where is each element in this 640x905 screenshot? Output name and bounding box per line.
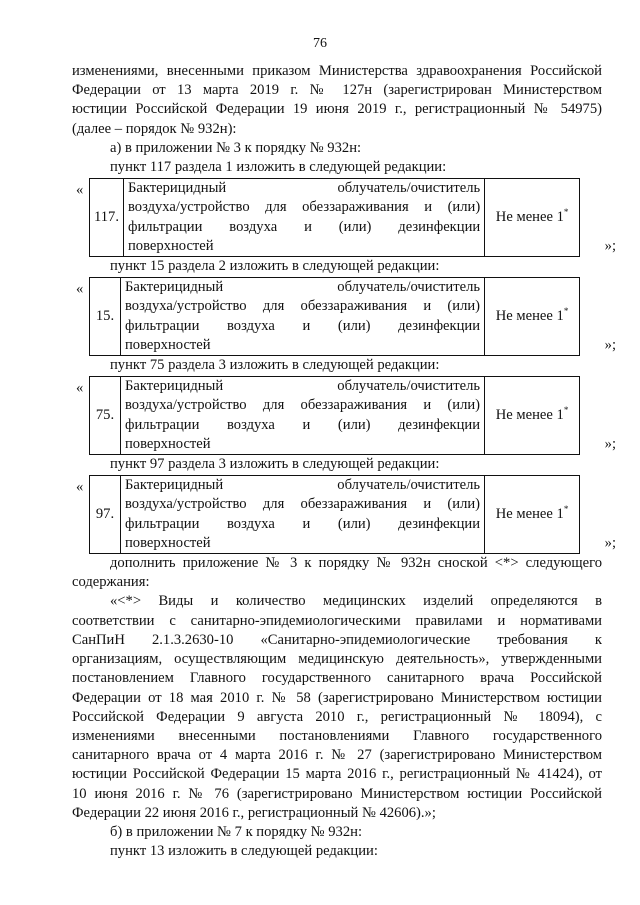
item-a: а) в приложении № 3 к порядку № 932н: xyxy=(110,139,362,156)
item-number: 15. xyxy=(90,278,121,356)
opening-quote: « xyxy=(76,479,84,496)
footnote-paragraph xyxy=(72,592,602,822)
footnote-line: санитарного врача от 4 марта 2016 г. № 27 (зарегистрировано Министерством xyxy=(72,747,602,764)
supplement-line: дополнить приложение № 3 к порядку № 932н сноской <*> следующего xyxy=(110,555,602,572)
closing-quote: »; xyxy=(604,435,616,452)
quantity-text: Не менее 1 xyxy=(495,308,564,325)
footnote-line: постановлением Главного государственного санитарного врача Российской xyxy=(72,670,602,687)
amendment-block xyxy=(72,257,616,356)
footnote-line: Российской Федерации 9 августа 2010 г., регистрационный № 18094), с xyxy=(72,708,602,725)
table-row xyxy=(90,476,580,554)
description-line: воздуха/устройство для обеззараживания и (или) xyxy=(128,199,481,216)
item-quantity xyxy=(485,476,580,554)
table-row xyxy=(90,278,580,356)
item-number: 75. xyxy=(90,377,121,455)
amendment-table-wrap xyxy=(72,475,616,554)
item-description xyxy=(120,278,484,356)
quantity-text: Не менее 1 xyxy=(495,506,564,523)
footnote-line: Федерации от 18 мая 2010 г. № 58 (зарегистрировано Министерством юстиции xyxy=(72,689,602,706)
supplement-line: содержания: xyxy=(72,574,150,591)
footnote-line: организациям, осуществляющим медицинскую деятельность», утвержденными xyxy=(72,651,602,668)
block-intro: пункт 15 раздела 2 изложить в следующей редакции: xyxy=(110,258,440,275)
amendment-table-wrap xyxy=(72,178,616,257)
amendment-block xyxy=(72,356,616,455)
intro-line: изменениями, внесенными приказом Министерства здравоохранения Российской xyxy=(72,63,602,79)
footnote-mark: * xyxy=(563,306,569,317)
amendment-table xyxy=(89,376,580,455)
item-quantity xyxy=(485,278,580,356)
table-row xyxy=(90,179,580,257)
description-line: воздуха/устройство для обеззараживания и (или) xyxy=(124,496,481,513)
description-line: поверхностей xyxy=(124,435,211,452)
item-quantity xyxy=(485,377,580,455)
document-body xyxy=(72,62,616,861)
amendment-block xyxy=(72,158,616,257)
amendment-block xyxy=(72,455,616,554)
quantity-text: Не менее 1 xyxy=(495,407,564,424)
intro-line: (далее – порядок № 932н): xyxy=(72,120,237,137)
description-line: Бактерицидный облучатель/очиститель xyxy=(124,477,481,494)
footnote-line: СанПиН 2.1.3.2630-10 «Санитарно-эпидемиологические требования к xyxy=(72,631,602,648)
final-line: пункт 13 изложить в следующей редакции: xyxy=(110,843,378,860)
footnote-line: юстиции Российской Федерации 15 марта 2016 г., регистрационный № 41424), от xyxy=(72,766,602,783)
description-line: поверхностей xyxy=(124,534,211,551)
description-line: Бактерицидный облучатель/очиститель xyxy=(124,279,481,296)
amendment-table xyxy=(89,475,580,554)
description-line: поверхностей xyxy=(124,336,211,353)
amendment-table-wrap xyxy=(72,277,616,356)
table-row xyxy=(90,377,580,455)
item-description xyxy=(120,476,484,554)
opening-quote: « xyxy=(76,380,84,397)
footnote-line: соответствии с санитарно-эпидемиологическими правилами и нормативами xyxy=(72,612,602,629)
opening-quote: « xyxy=(76,281,84,298)
description-line: Бактерицидный облучатель/очиститель xyxy=(124,378,481,395)
description-line: фильтрации воздуха и (или) дезинфекции xyxy=(124,416,481,433)
item-number: 117. xyxy=(90,179,124,257)
footnote-line: Федерации 22 июня 2016 г., регистрационный № 42606).»; xyxy=(72,804,436,821)
intro-paragraph xyxy=(72,62,602,139)
description-line: фильтрации воздуха и (или) дезинфекции xyxy=(128,218,481,235)
item-description xyxy=(124,179,485,257)
block-intro: пункт 75 раздела 3 изложить в следующей редакции: xyxy=(110,357,440,374)
description-line: поверхностей xyxy=(128,237,214,254)
item-quantity xyxy=(485,179,580,257)
item-b: б) в приложении № 7 к порядку № 932н: xyxy=(110,823,363,840)
amendment-table xyxy=(89,277,580,356)
amendment-table-wrap xyxy=(72,376,616,455)
closing-quote: »; xyxy=(604,336,616,353)
item-description xyxy=(120,377,484,455)
opening-quote: « xyxy=(76,182,84,199)
closing-quote: »; xyxy=(604,237,616,254)
description-line: воздуха/устройство для обеззараживания и (или) xyxy=(124,298,481,315)
footnote-mark: * xyxy=(563,207,569,218)
description-line: фильтрации воздуха и (или) дезинфекции xyxy=(124,317,481,334)
footnote-line: изменениями внесенными постановлениями Главного государственного xyxy=(72,727,602,744)
footnote-mark: * xyxy=(563,405,569,416)
supplement-paragraph xyxy=(72,554,602,592)
description-line: фильтрации воздуха и (или) дезинфекции xyxy=(124,515,481,532)
closing-quote: »; xyxy=(604,534,616,551)
block-intro: пункт 97 раздела 3 изложить в следующей редакции: xyxy=(110,456,440,473)
footnote-mark: * xyxy=(563,504,569,515)
page-number: 76 xyxy=(313,36,327,51)
description-line: воздуха/устройство для обеззараживания и (или) xyxy=(124,397,481,414)
amendment-table xyxy=(89,178,580,257)
footnote-line: 10 июня 2016 г. № 76 (зарегистрировано Министерством юстиции Российской xyxy=(72,785,602,802)
item-number: 97. xyxy=(90,476,121,554)
block-intro: пункт 117 раздела 1 изложить в следующей редакции: xyxy=(110,159,447,176)
intro-line: Федерации от 13 марта 2019 г. № 127н (зарегистрирован Министерством xyxy=(72,82,602,99)
description-line: Бактерицидный облучатель/очиститель xyxy=(128,180,481,197)
footnote-line: «<*> Виды и количество медицинских изделий определяются в xyxy=(110,593,602,610)
intro-line: юстиции Российской Федерации 19 июня 2019 г., регистрационный № 54975) xyxy=(72,101,602,118)
quantity-text: Не менее 1 xyxy=(495,209,564,226)
